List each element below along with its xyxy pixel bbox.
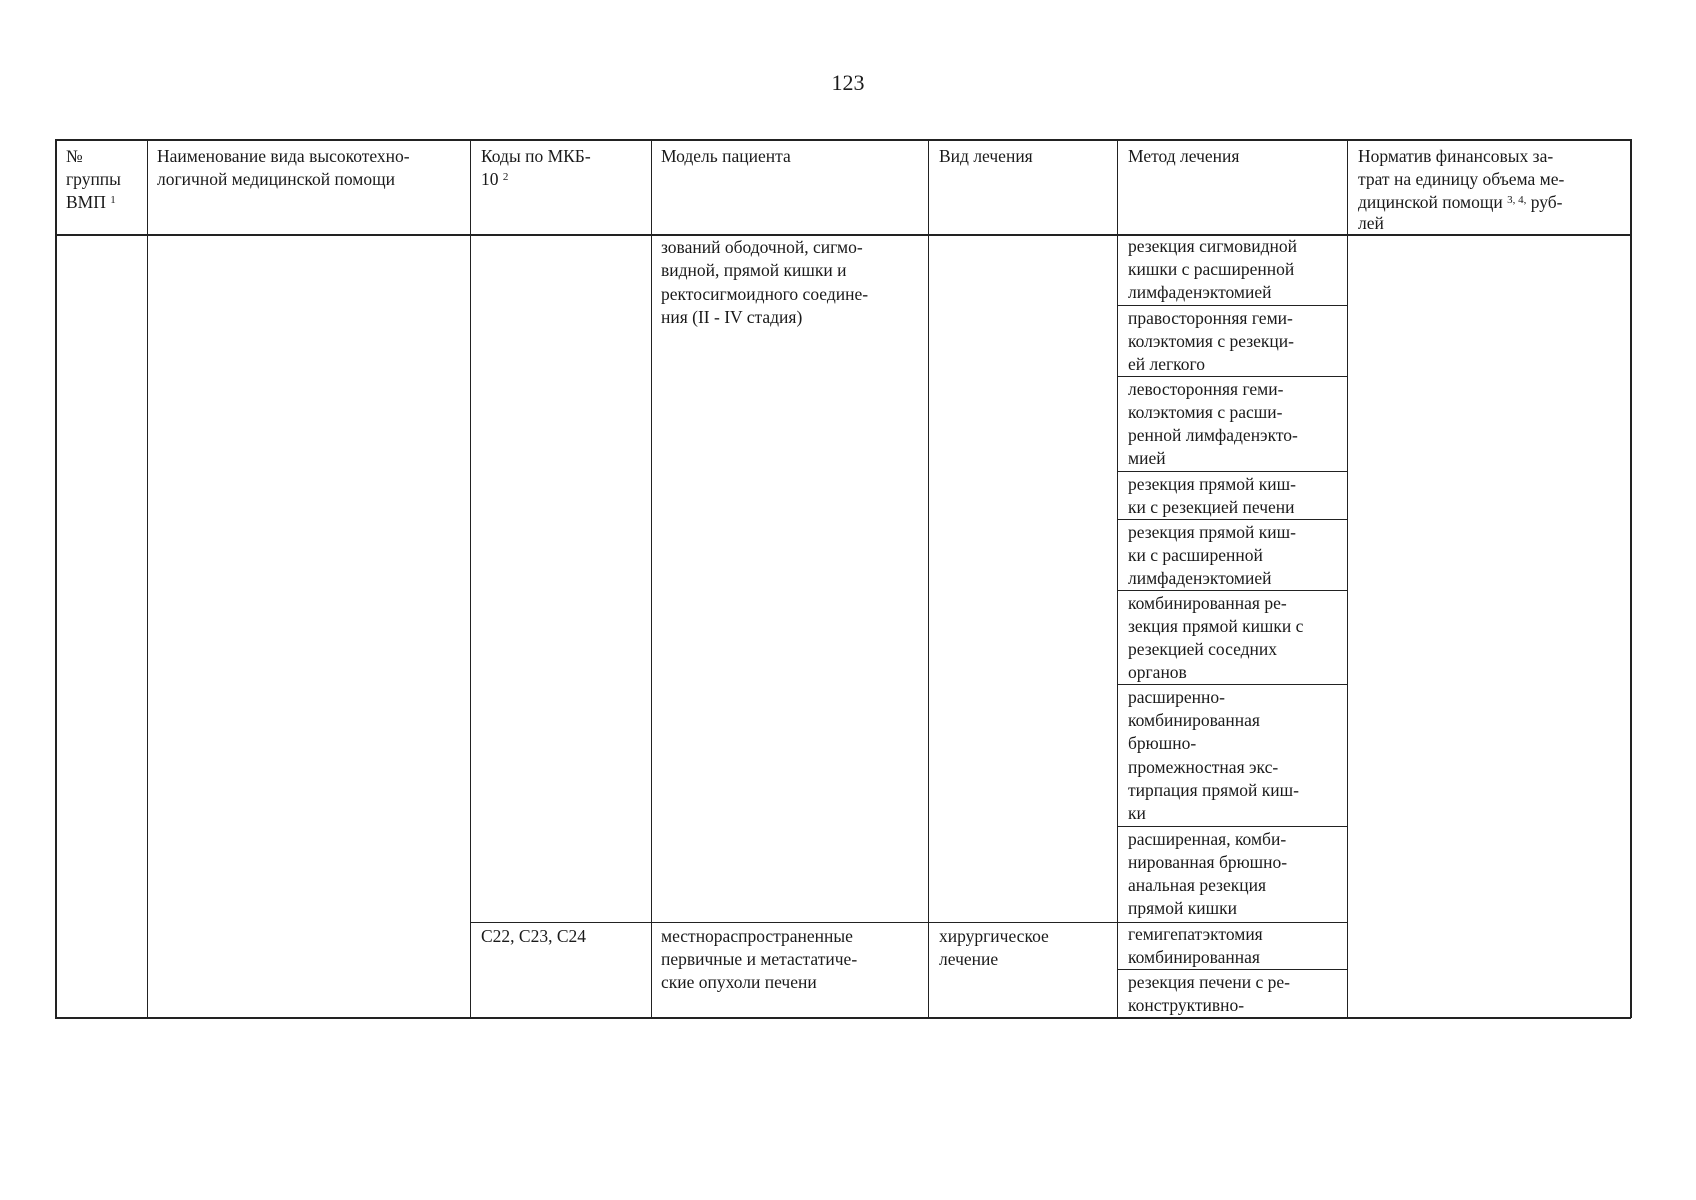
method-divider: [1117, 305, 1348, 306]
header-text: [66, 191, 116, 215]
header-text: трат на единицу объема ме-: [1358, 169, 1565, 189]
header-treatment-method: Метод лечения: [1128, 146, 1240, 166]
cell-text: хирургическое: [939, 926, 1049, 946]
cell-text: резекция сигмовидной: [1128, 236, 1297, 256]
header-text: №: [66, 146, 83, 166]
cell-text: анальная резекция: [1128, 875, 1267, 895]
cell-text: лечение: [939, 949, 999, 969]
column-divider: [1117, 139, 1118, 1018]
cell-text: конструктивно-: [1128, 995, 1245, 1015]
cell-text: резекция прямой киш-: [1128, 474, 1296, 494]
cell-text: ки с резекцией печени: [1128, 497, 1295, 517]
cell-text: ния (II - IV стадия): [661, 307, 803, 327]
cell-text: лимфаденэктомией: [1128, 282, 1272, 302]
cell-text: расширенно-: [1128, 687, 1225, 707]
cell-text: резекция прямой киш-: [1128, 522, 1296, 542]
column-divider: [470, 139, 471, 1018]
cell-text: ей легкого: [1128, 354, 1206, 374]
header-text: руб-: [1530, 192, 1563, 212]
header-text: дицинской помощи: [1358, 192, 1503, 212]
page-number: 123: [831, 70, 865, 95]
cell-text: гемигепатэктомия: [1128, 924, 1263, 944]
table-border-bottom: [55, 1017, 1631, 1019]
cell-text: комбинированная ре-: [1128, 593, 1287, 613]
method-divider: [1117, 826, 1348, 827]
cell-text: первичные и метастатиче-: [661, 949, 858, 969]
cell-text: органов: [1128, 662, 1187, 682]
table-border-top: [55, 139, 1631, 141]
column-divider: [928, 139, 929, 1018]
column-divider: [1347, 139, 1348, 1018]
header-text: логичной медицинской помощи: [157, 169, 395, 189]
footnote-ref: 3, 4,: [1507, 194, 1527, 206]
cell-text: ки: [1128, 803, 1146, 823]
cell-text: правосторонняя геми-: [1128, 308, 1293, 328]
header-treatment-type: Вид лечения: [939, 146, 1033, 166]
header-text: [481, 168, 508, 192]
column-divider: [147, 139, 148, 1018]
cell-text: колэктомия с резекци-: [1128, 331, 1294, 351]
cell-text: комбинированная: [1128, 947, 1260, 967]
method-divider: [1117, 471, 1348, 472]
footnote-ref: 1: [110, 194, 116, 206]
cell-text: колэктомия с расши-: [1128, 402, 1283, 422]
column-divider: [651, 139, 652, 1018]
cell-text: местнораспространенные: [661, 926, 853, 946]
cell-text: ренной лимфаденэкто-: [1128, 425, 1298, 445]
cell-text: резекцией соседних: [1128, 639, 1278, 659]
cell-text: промежностная экс-: [1128, 757, 1279, 777]
header-text: Коды по МКБ-: [481, 146, 591, 166]
cell-text: видной, прямой кишки и: [661, 260, 847, 280]
cell-text: ские опухоли печени: [661, 972, 817, 992]
cell-text: брюшно-: [1128, 733, 1197, 753]
header-text: ВМП: [66, 192, 106, 212]
header-text: Норматив финансовых за-: [1358, 146, 1554, 166]
cell-text: кишки с расширенной: [1128, 259, 1295, 279]
table-border-left: [55, 139, 57, 1018]
table-border-right: [1630, 139, 1632, 1018]
cell-text: мией: [1128, 448, 1166, 468]
cell-text: расширенная, комби-: [1128, 829, 1287, 849]
cell-text: комбинированная: [1128, 710, 1260, 730]
cell-text: зований ободочной, сигмо-: [661, 237, 863, 257]
header-text: Наименование вида высокотехно-: [157, 146, 410, 166]
footnote-ref: 2: [502, 171, 509, 183]
header-patient-model: Модель пациента: [661, 146, 791, 166]
cell-text: зекция прямой кишки с: [1128, 616, 1304, 636]
cell-text: ректосигмоидного соедине-: [661, 284, 869, 304]
cell-text: прямой кишки: [1128, 898, 1237, 918]
header-text: группы: [66, 169, 121, 189]
cell-text: тирпация прямой киш-: [1128, 780, 1299, 800]
cell-text: лимфаденэктомией: [1128, 568, 1272, 588]
cell-text: ки с расширенной: [1128, 545, 1263, 565]
cell-text: резекция печени с ре-: [1128, 972, 1290, 992]
header-text: [1358, 191, 1562, 215]
header-text: лей: [1358, 213, 1384, 233]
cell-text: левосторонняя геми-: [1128, 379, 1284, 399]
cell-text: нированная брюшно-: [1128, 852, 1288, 872]
row2-icd-codes: C22, C23, C24: [481, 926, 587, 946]
row-divider: [470, 922, 1118, 923]
header-text: 10: [481, 169, 499, 189]
